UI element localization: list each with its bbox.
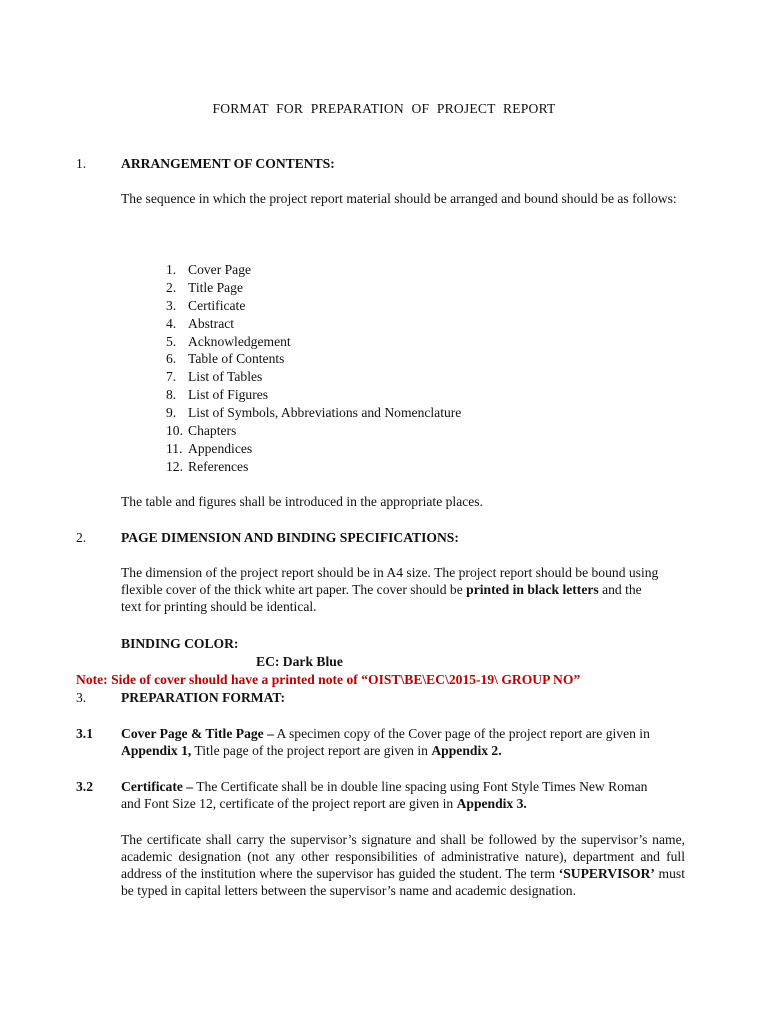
list-item: 6. Table of Contents bbox=[166, 351, 285, 367]
section-2-heading: PAGE DIMENSION AND BINDING SPECIFICATIONS: bbox=[121, 530, 459, 545]
list-item: 8. List of Figures bbox=[166, 387, 269, 403]
page-title: FORMAT FOR PREPARATION OF PROJECT REPORT bbox=[212, 101, 556, 116]
section-2-number: 2. bbox=[76, 530, 87, 545]
list-item: 2. Title Page bbox=[166, 279, 244, 295]
binding-color-label: BINDING COLOR: bbox=[121, 636, 239, 651]
list-item: 7. List of Tables bbox=[166, 369, 263, 385]
binding-color-value: EC: Dark Blue bbox=[256, 654, 343, 669]
contents-list bbox=[166, 261, 461, 476]
section-1-intro: The sequence in which the project report material should be arranged and bound should be as follows: bbox=[121, 191, 677, 206]
section-2-paragraph: The dimension of the project report should be in A4 size. The project report should be bound using flexible cover of the thick white art paper. The cover should be printed in black letters and the text for printing should be identical. bbox=[121, 565, 659, 614]
subsection-3-2-number: 3.2 bbox=[76, 779, 93, 794]
section-1-heading: ARRANGEMENT OF CONTENTS: bbox=[121, 156, 335, 171]
subsection-3-1-number: 3.1 bbox=[76, 726, 93, 741]
subsection-3-1-paragraph: Cover Page & Title Page – A specimen copy of the Cover page of the project report are given in Appendix 1, Title page of the project report are given in Appendix 2. bbox=[121, 726, 650, 758]
section-3-number: 3. bbox=[76, 690, 87, 705]
list-item: 1. Cover Page bbox=[166, 262, 252, 277]
list-item: 5. Acknowledgement bbox=[166, 333, 291, 349]
list-item: 12. References bbox=[166, 458, 249, 474]
section-3-heading: PREPARATION FORMAT: bbox=[121, 690, 285, 705]
section-1-closing: The table and figures shall be introduced in the appropriate places. bbox=[121, 494, 483, 509]
list-item: 4. Abstract bbox=[166, 315, 235, 331]
certificate-paragraph: The certificate shall carry the supervisor’s signature and shall be followed by the supervisor’s name, academic designation (not any other responsibilities of administrative nature), department and full address of the institution where the supervisor has guided the student. The term ‘SUPERVISOR’ must be typed in capital letters between the supervisor’s name and academic designation. bbox=[121, 832, 685, 898]
list-item: 3. Certificate bbox=[166, 297, 246, 313]
list-item: 10. Chapters bbox=[166, 423, 237, 439]
subsection-3-2-paragraph: Certificate – The Certificate shall be in double line spacing using Font Style Times New Roman and Font Size 12, certificate of the project report are given in Appendix 3. bbox=[121, 779, 648, 811]
cover-note: Note: Side of cover should have a printed note of “OIST\BE\EC\2015-19\ GROUP NO” bbox=[76, 672, 581, 687]
list-item: 11. Appendices bbox=[166, 440, 253, 456]
section-1-number: 1. bbox=[76, 156, 87, 171]
list-item: 9. List of Symbols, Abbreviations and Nomenclature bbox=[166, 405, 462, 421]
